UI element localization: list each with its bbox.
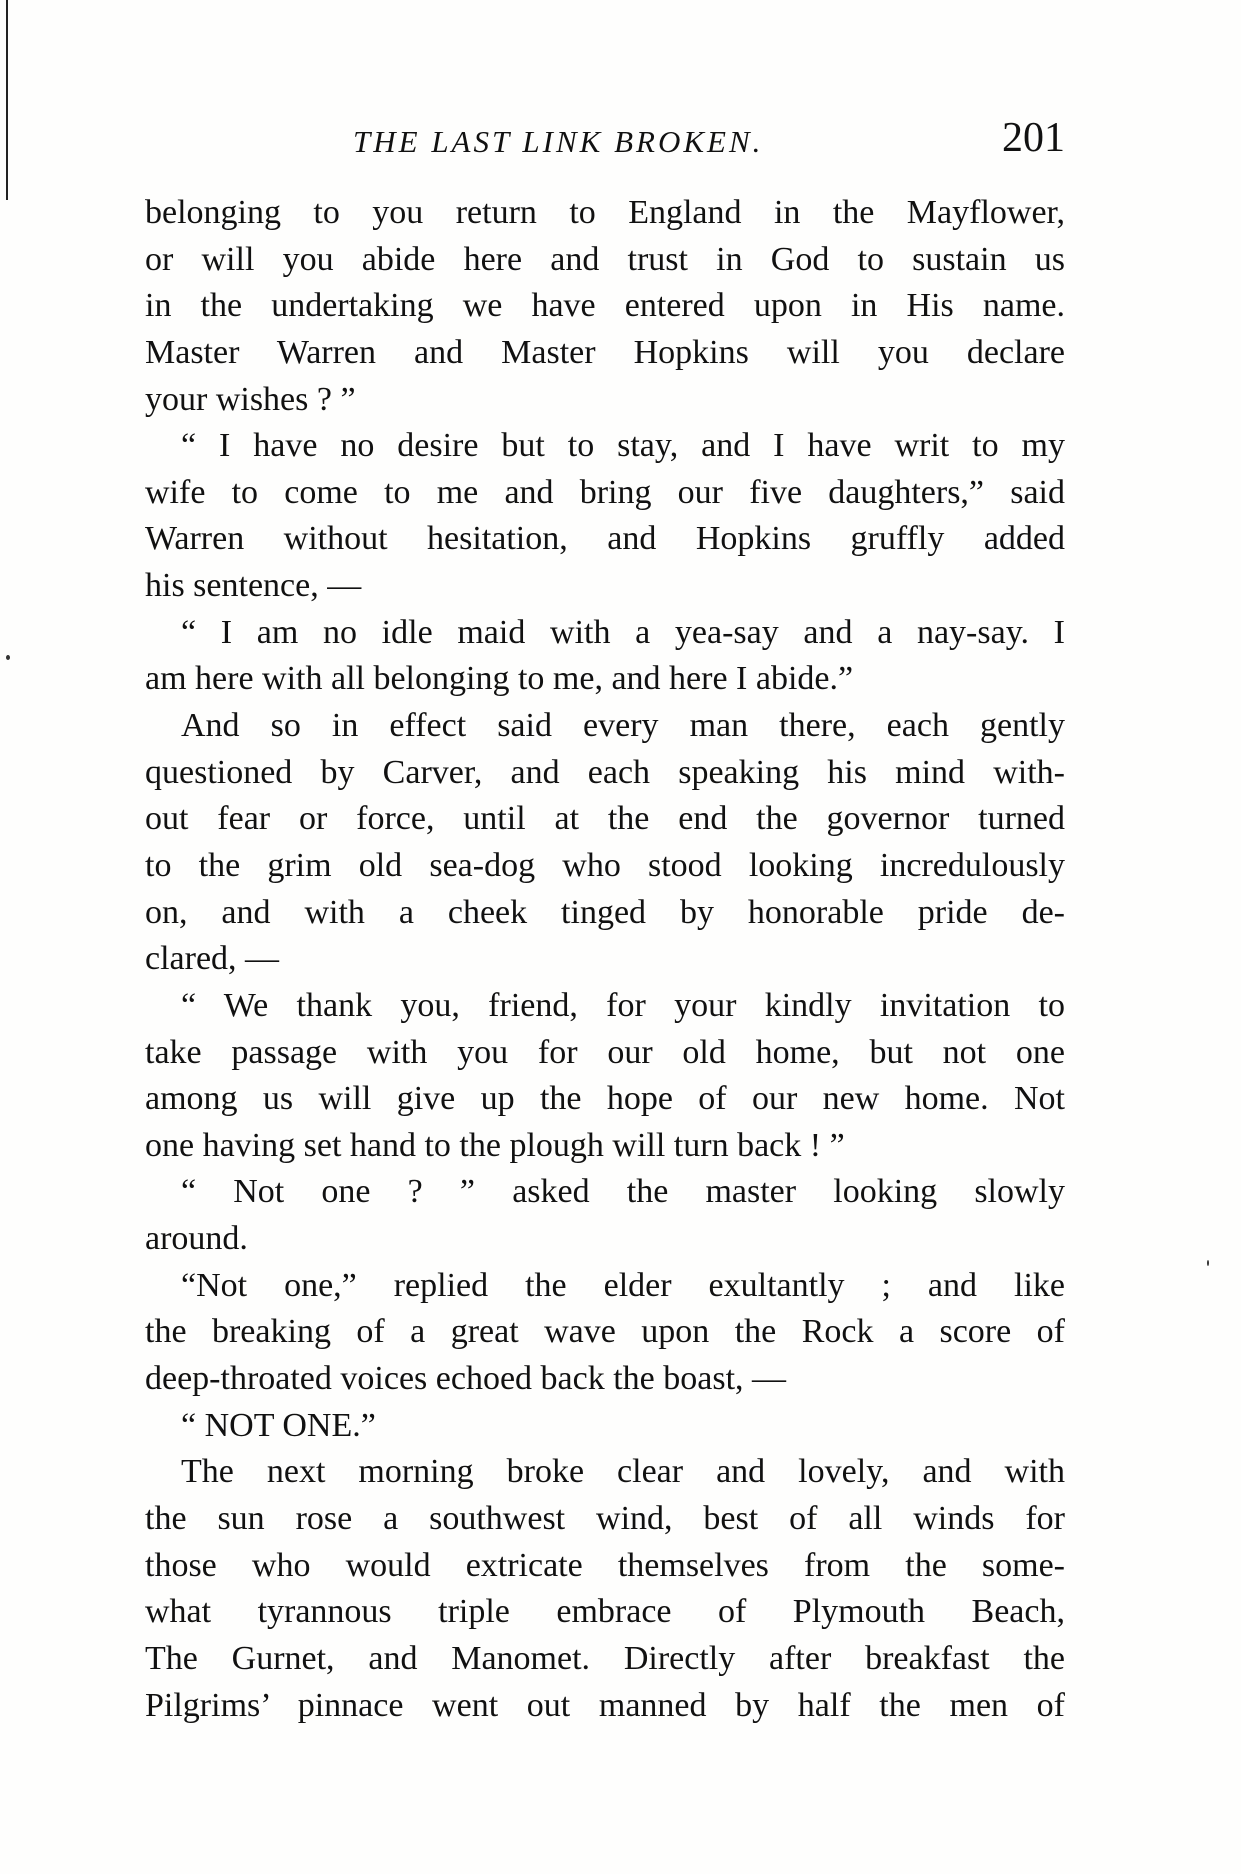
text-line: what tyrannous triple embrace of Plymouth Beach, [145,1593,1065,1631]
text-line: take passage with you for our old home, but not one [145,1033,1065,1071]
text-line: Pilgrims’ pinnace went out manned by half the men of [145,1686,1065,1724]
text-line: “Not one,” replied the elder exultantly ; and like [181,1266,1065,1304]
text-line: the breaking of a great wave upon the Rock a score of [145,1313,1065,1351]
text-line: out fear or force, until at the end the governor turned [145,800,1065,838]
text-line: among us will give up the hope of our new home. Not [145,1080,1065,1118]
text-line: am here with all belonging to me, and here I abide.” [145,660,854,698]
text-line: Warren without hesitation, and Hopkins gruffly added [145,520,1065,558]
page-header [145,112,1065,172]
body-text [145,190,1065,1729]
text-line: wife to come to me and bring our five daughters,” said [145,473,1065,511]
text-line: clared, — [145,940,280,978]
text-line: questioned by Carver, and each speaking his mind with- [145,753,1065,791]
text-line: “ I have no desire but to stay, and I have writ to my [181,427,1065,465]
page-number: 201 [1002,115,1065,161]
running-title: THE LAST LINK BROKEN. [353,124,764,159]
text-line: on, and with a cheek tinged by honorable pride de- [145,893,1065,931]
text-line: The Gurnet, and Manomet. Directly after breakfast the [145,1639,1065,1677]
text-line: The next morning broke clear and lovely, and with [181,1453,1065,1491]
text-line: in the undertaking we have entered upon in His name. [145,287,1065,325]
text-line: the sun rose a southwest wind, best of all winds for [145,1499,1065,1537]
text-line: those who would extricate themselves from the some- [145,1546,1065,1584]
text-line: And so in effect said every man there, each gently [181,707,1065,745]
text-line: or will you abide here and trust in God to sustain us [145,240,1065,278]
text-line: “ I am no idle maid with a yea-say and a nay-say. I [181,613,1065,651]
text-line: your wishes ? ” [145,380,356,418]
text-line: “ NOT ONE.” [181,1406,376,1444]
page-edge-rule [6,0,8,200]
text-line: “ Not one ? ” asked the master looking slowly [181,1173,1065,1211]
text-line: deep-throated voices echoed back the boast, — [145,1360,787,1398]
ink-speck [6,655,10,660]
text-line: Master Warren and Master Hopkins will you declare [145,333,1065,371]
text-line: his sentence, — [145,567,362,605]
text-line: to the grim old sea-dog who stood looking incredulously [145,846,1065,884]
text-line: around. [145,1220,248,1258]
text-line: “ We thank you, friend, for your kindly invitation to [181,986,1065,1024]
text-line: belonging to you return to England in the Mayflower, [145,194,1065,231]
text-line: one having set hand to the plough will turn back ! ” [145,1126,845,1164]
ink-speck [1207,1260,1209,1266]
